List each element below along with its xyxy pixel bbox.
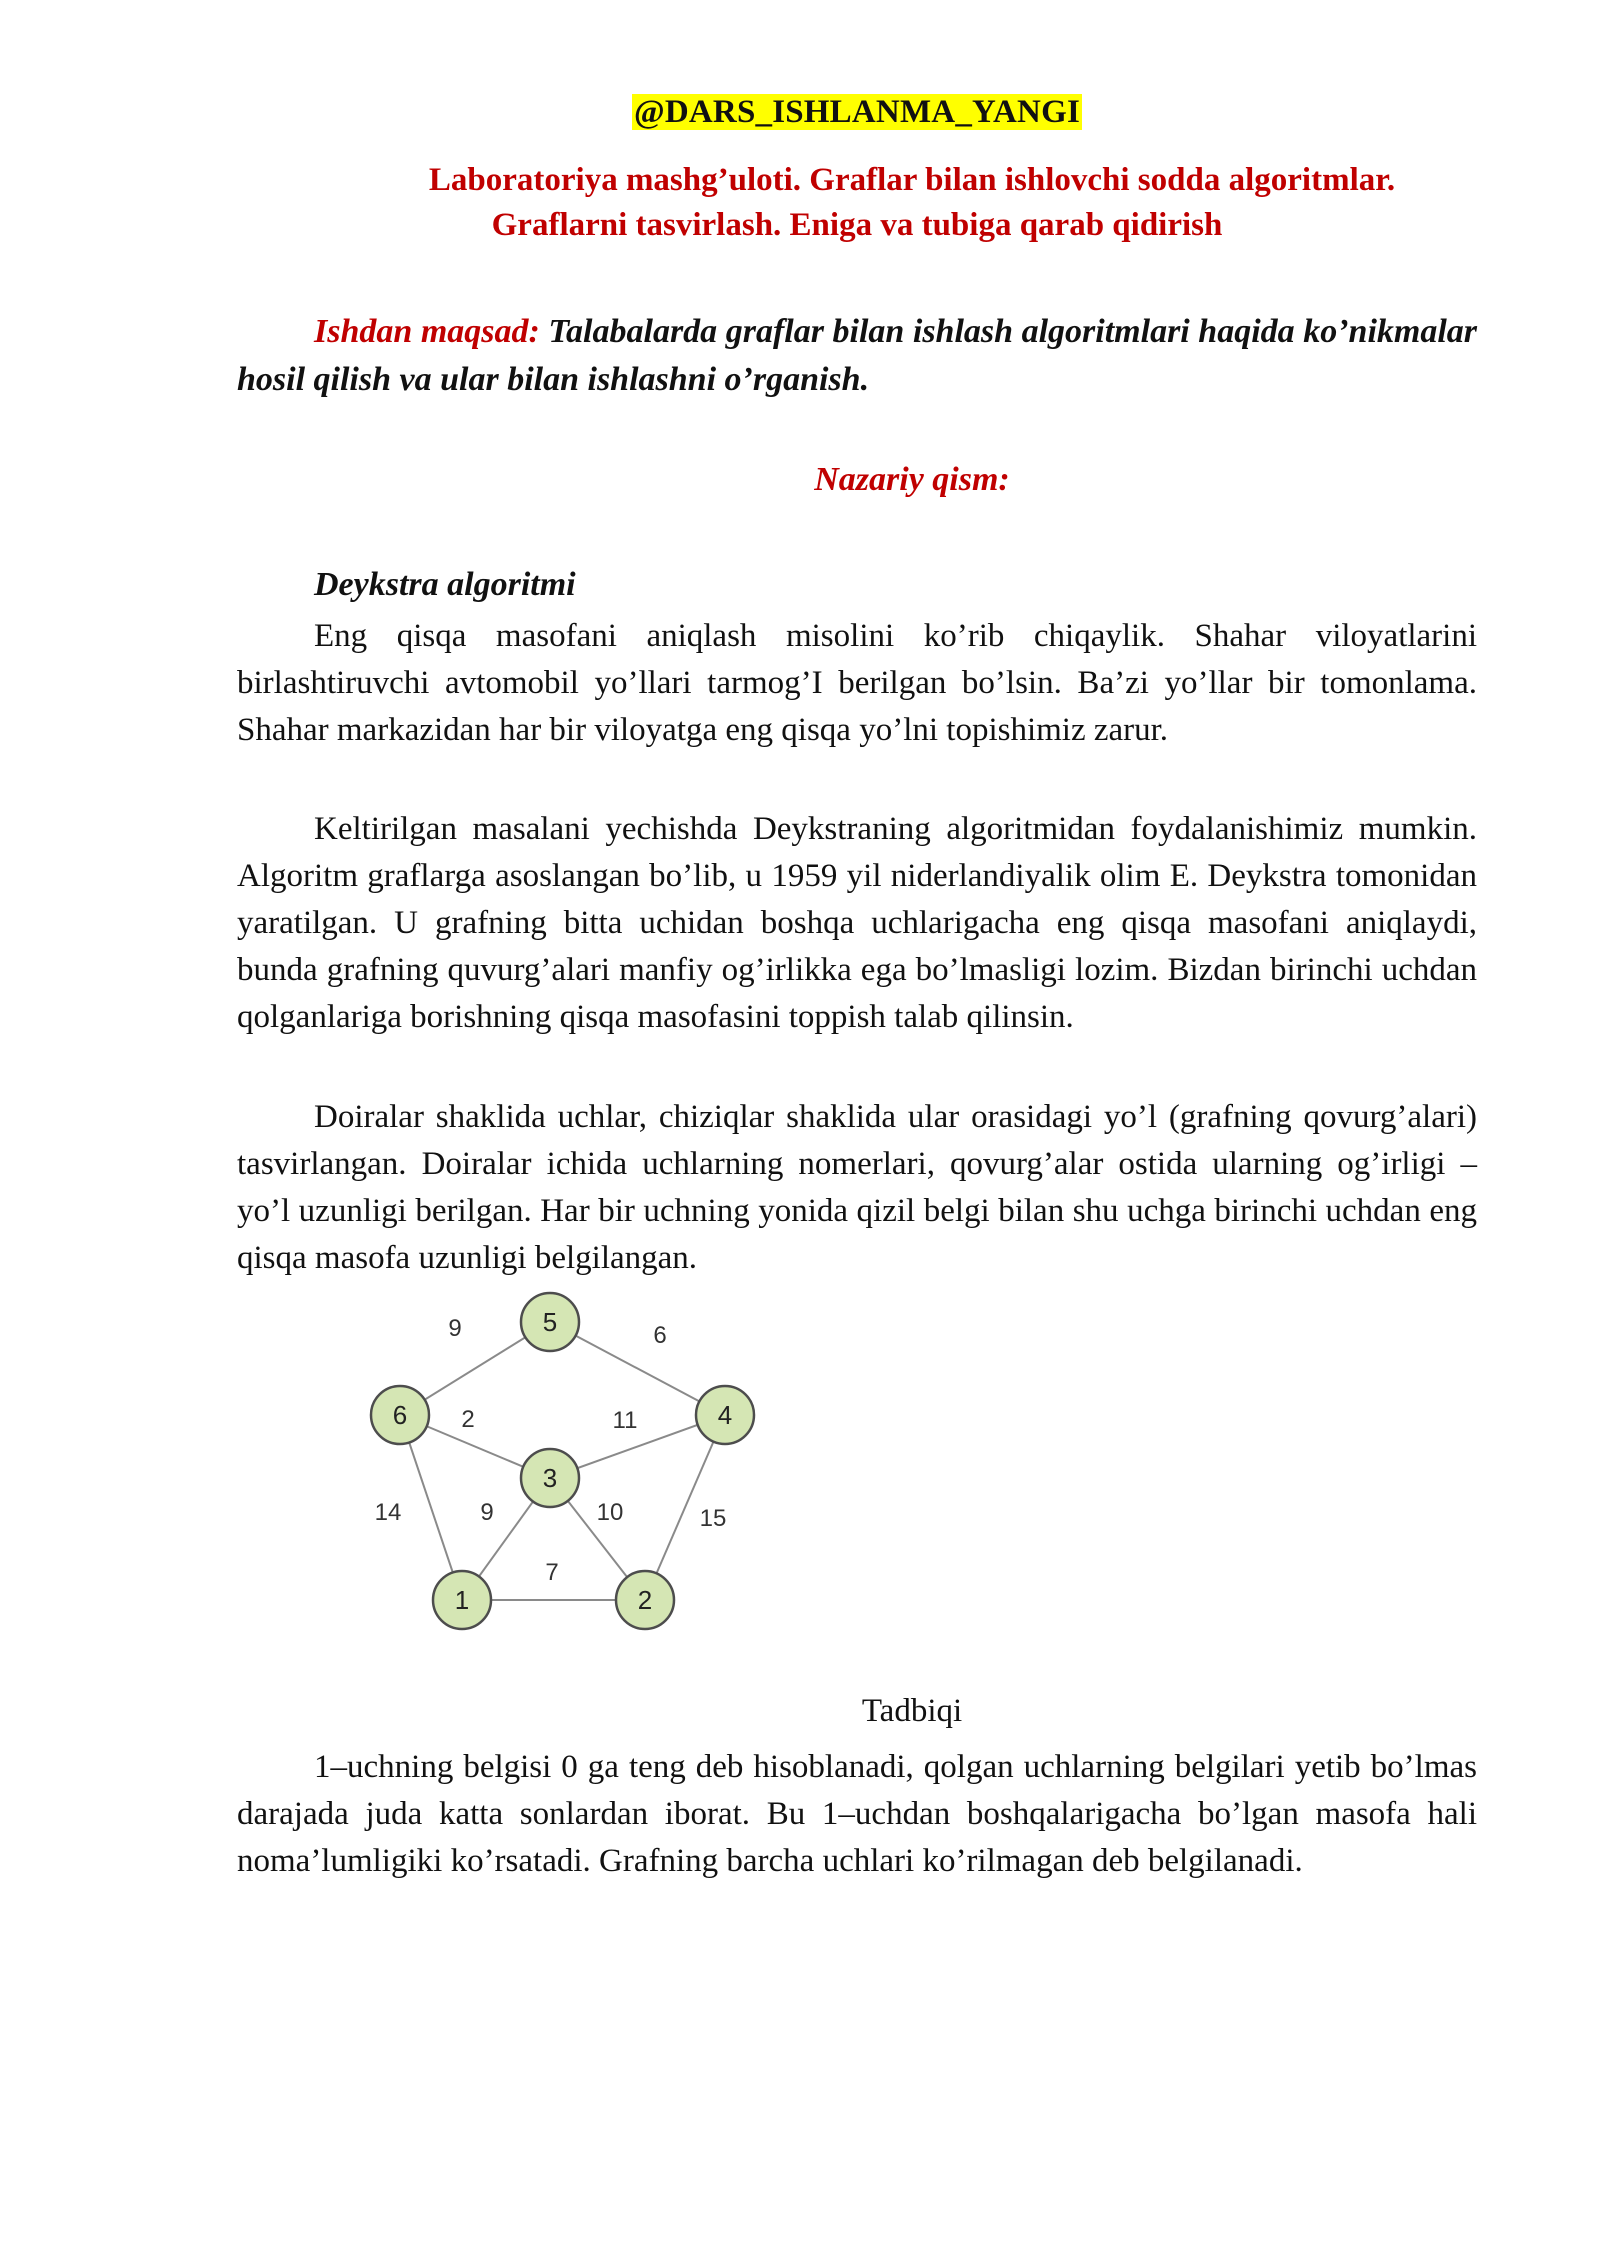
section-title: Nazariy qism: [814, 461, 1010, 498]
title-line-1: Laboratoriya mashg’uloti. Graflar bilan ishlovchi sodda algoritmlar. [428, 162, 1396, 198]
paragraph-4: 1–uchning belgisi 0 ga teng deb hisoblanadi, qolgan uchlarning belgilari yetib bo’lmas darajada juda katta sonlardan iborat. Bu 1–uchdan boshqalarigacha bo’lgan masofa hali noma’lumligiki ko’rsatadi. Grafning barcha uchlari ko’rilmagan deb belgilanadi. [237, 1749, 1477, 1879]
node-number-label: 3 [542, 1463, 558, 1493]
node-number-label: 6 [392, 1400, 408, 1430]
node-number-label: 5 [542, 1307, 558, 1337]
edge-weight-label: 9 [448, 1315, 462, 1342]
edge-weight-label: 7 [545, 1559, 559, 1586]
paragraph-3: Doiralar shaklida uchlar, chiziqlar shaklida ular orasidagi yo’l (grafning qovurg’alari) tasvirlangan. Doiralar ichida uchlarning nomerlari, qovurg’alar ostida ularning og’irligi – yo’l uzunligi berilgan. Har bir uchning yonida qizil belgi bilan shu uchga birinchi uchdan eng qisqa masofa uzunligi belgilangan. [237, 1099, 1477, 1276]
dijkstra-graph-figure [320, 1270, 790, 1650]
aim-label: Ishdan maqsad: [314, 313, 540, 350]
subsection-title: Deykstra algoritmi [314, 566, 576, 603]
edge-weight-label: 11 [612, 1407, 638, 1434]
edge-weight-label: 6 [653, 1322, 667, 1349]
figure-caption: Tadbiqi [861, 1693, 963, 1729]
edge-weight-label: 2 [461, 1406, 475, 1433]
aim-text: Talabalarda graflar bilan ishlash algoritmlari haqida ko’nikmalar hosil qilish va ular bilan ishlashni o’rganish. [237, 313, 1478, 398]
channel-tag [237, 94, 1477, 131]
node-number-label: 4 [717, 1400, 733, 1430]
title-line-2: Graflarni tasvirlash. Eniga va tubiga qarab qidirish [491, 207, 1223, 243]
channel-tag-text: @DARS_ISHLANMA_YANGI [633, 94, 1081, 130]
paragraph-2: Keltirilgan masalani yechishda Deykstraning algoritmidan foydalanishimiz mumkin. Algoritm graflarga asoslangan bo’lib, u 1959 yil niderlandiyalik olim E. Deykstra tomonidan yaratilgan. U grafning bitta uchidan boshqa uchlarigacha eng qisqa masofani aniqlaydi, bunda grafning quvurg’alari manfiy og’irlikka ega bo’lmasligi lozim. Bizdan birinchi uchdan qolganlariga borishning qisqa masofasini toppish talab qilinsin. [237, 811, 1477, 1035]
node-number-label: 1 [454, 1585, 470, 1615]
edge-weight-label: 14 [374, 1499, 402, 1526]
paragraph-1: Eng qisqa masofani aniqlash misolini ko’rib chiqaylik. Shahar viloyatlarini birlashtiruvchi avtomobil yo’llari tarmog’I berilgan bo’lsin. Ba’zi yo’llar bir tomonlama. Shahar markazidan har bir viloyatga eng qisqa yo’lni topishimiz zarur. [237, 618, 1477, 748]
edge-weight-label: 15 [699, 1505, 727, 1532]
edge-weight-label: 9 [480, 1499, 494, 1526]
aim-paragraph [237, 308, 1477, 404]
node-number-label: 2 [637, 1585, 653, 1615]
edge-weight-label: 10 [596, 1499, 624, 1526]
